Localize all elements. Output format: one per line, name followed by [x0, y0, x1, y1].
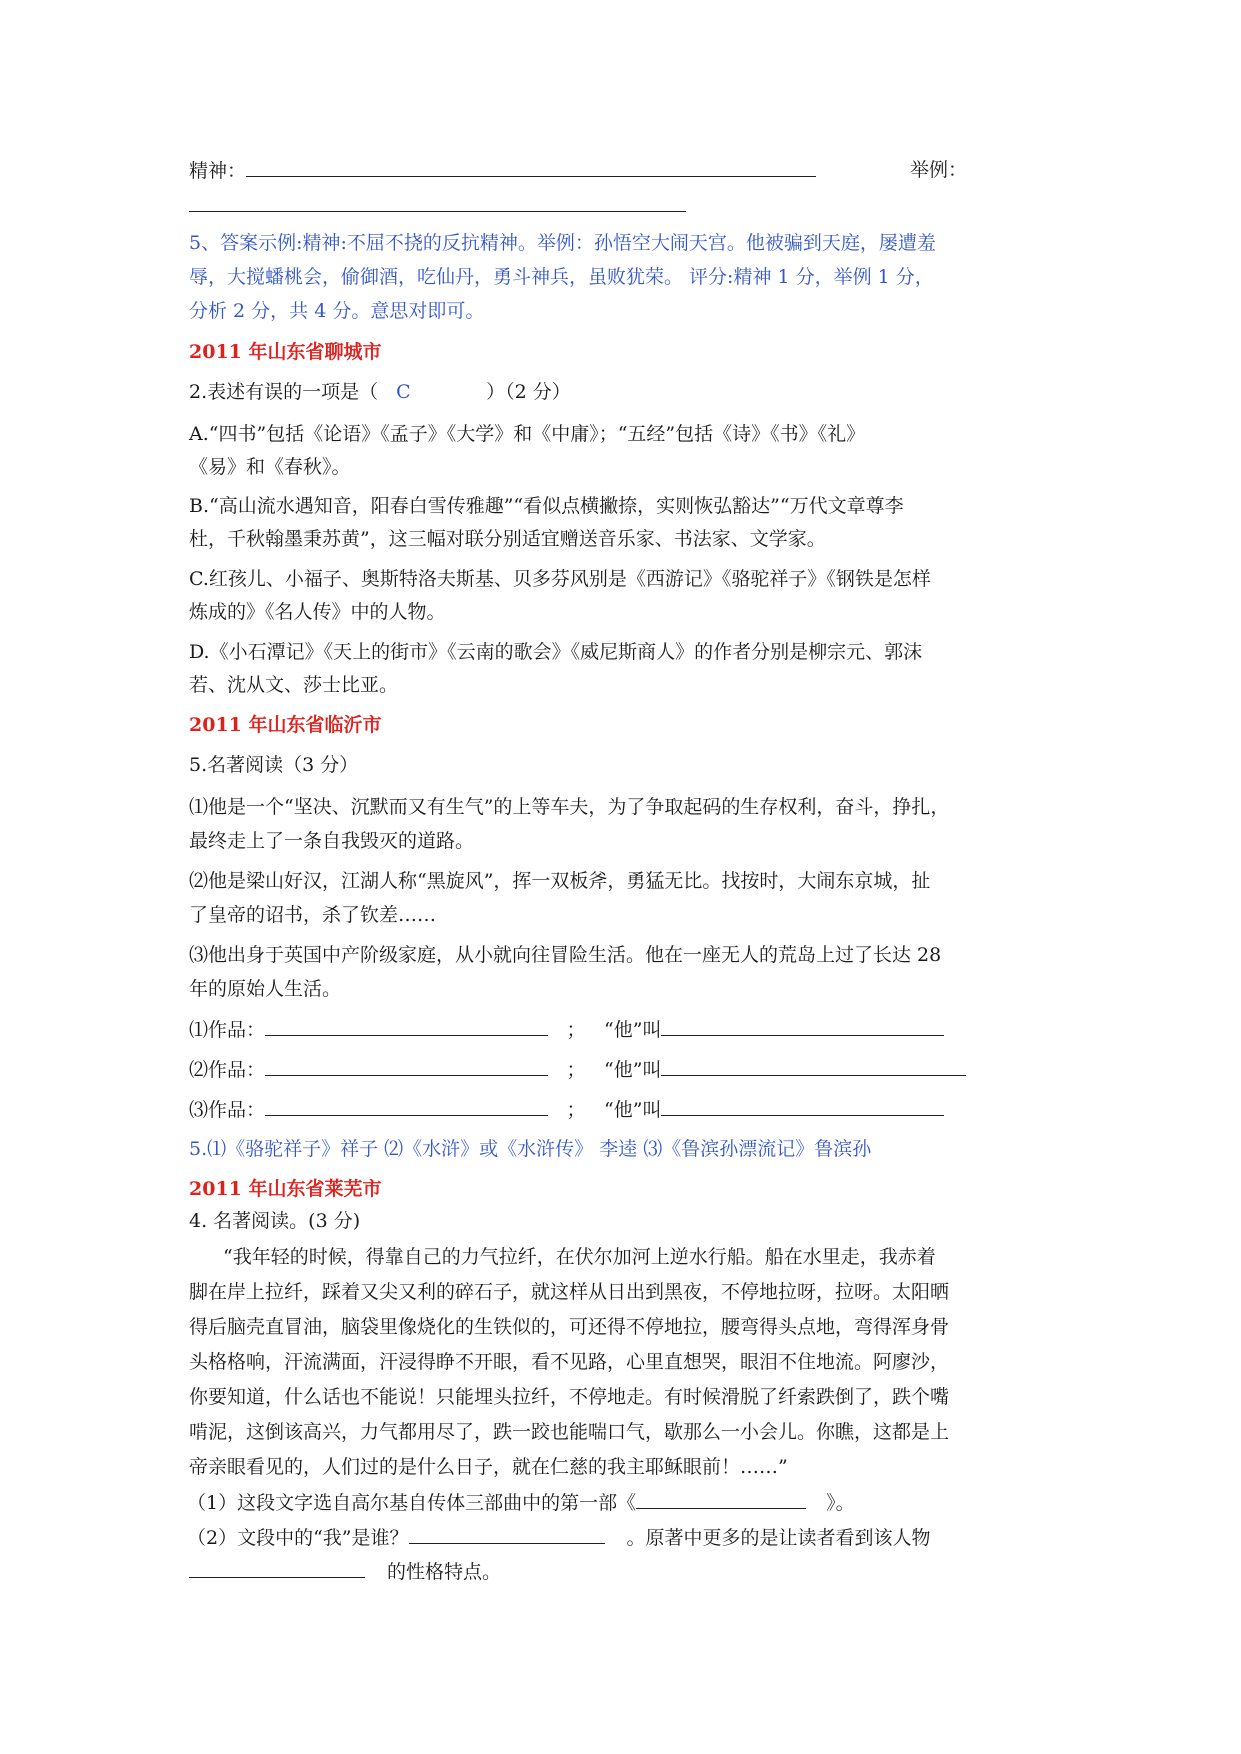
- section-heading-laiwu: 2011 年山东省莱芜市: [189, 1178, 382, 1200]
- section-heading-linyi: 2011 年山东省临沂市: [189, 714, 382, 736]
- trait-blank[interactable]: [189, 1559, 365, 1578]
- sub-question-2-cont: 的性格特点。: [189, 1559, 501, 1584]
- question-2: 2.表述有误的一项是（ C ）（2 分）: [189, 381, 571, 403]
- name-blank-2[interactable]: [661, 1057, 966, 1076]
- answer-line: 辱，大搅蟠桃会，偷御酒，吃仙丹，勇斗神兵，虽败犹荣。 评分:精神 1 分，举例 1 分，: [189, 266, 934, 288]
- work-blank-2[interactable]: [265, 1057, 548, 1076]
- passage-line: 你要知道，什么话也不能说！只能埋头拉纤，不停地走。有时候滑脱了纤索跌倒了，跌个嘴: [189, 1386, 950, 1408]
- option-b-line2: 杜，千秋翰墨秉苏黄”，这三幅对联分别适宜赠送音乐家、书法家、文学家。: [189, 528, 826, 550]
- sub-question-2: （2）文段中的“我”是谁？ 。原著中更多的是让读者看到该人物: [187, 1527, 931, 1549]
- linyi-answer: 5.⑴《骆驼祥子》祥子 ⑵《水浒》或《水浒传》 李逵 ⑶《鲁滨孙漂流记》鲁滨孙: [189, 1138, 872, 1160]
- work-blank-3[interactable]: [265, 1097, 548, 1116]
- option-c-line2: 炼成的》《名人传》中的人物。: [189, 601, 446, 623]
- passage-line: 脚在岸上拉纤，踩着又尖又利的碎石子，就这样从日出到黑夜，不停地拉呀，拉呀。太阳晒: [189, 1281, 950, 1303]
- clue-1-line1: ⑴他是一个“坚决、沉默而又有生气”的上等车夫，为了争取起码的生存权利，奋斗，挣扎，: [189, 796, 950, 818]
- passage-line: 帝亲眼看见的，人们过的是什么日子，就在仁慈的我主耶稣眼前！……”: [189, 1456, 788, 1478]
- book-title-blank[interactable]: [636, 1490, 806, 1509]
- spirit-row: [189, 158, 816, 183]
- work-blank-1[interactable]: [265, 1017, 548, 1036]
- passage-line: “我年轻的时候，得靠自己的力气拉纤，在伏尔加河上逆水行船。船在水里走，我赤着: [223, 1246, 936, 1268]
- option-b-line1: B.“高山流水遇知音，阳春白雪传雅趣”“看似点横撇捺，实则恢弘豁达”“万代文章尊李: [189, 495, 904, 517]
- question-5-title: 5.名著阅读（3 分）: [189, 754, 359, 776]
- clue-2-line2: 了皇帝的诏书，杀了钦差……: [189, 904, 437, 926]
- option-d-line1: D.《小石潭记》《天上的街市》《云南的歌会》《威尼斯商人》的作者分别是柳宗元、郭沫: [189, 641, 923, 663]
- passage-line: 头格格响，汗流满面，汗浸得睁不开眼，看不见路，心里直想哭，眼泪不住地流。阿廖沙，: [189, 1351, 950, 1373]
- clue-3-line1: ⑶他出身于英国中产阶级家庭，从小就向往冒险生活。他在一座无人的荒岛上过了长达 28: [189, 944, 942, 966]
- example-blank[interactable]: [189, 211, 686, 212]
- answer-choice: C: [396, 381, 411, 403]
- clue-2-line1: ⑵他是梁山好汉，江湖人称“黑旋风”，挥一双板斧，勇猛无比。找按时，大闹东京城，扯: [189, 870, 931, 892]
- question-4-title: 4. 名著阅读。(3 分): [189, 1210, 361, 1232]
- option-a-line1: A.“四书”包括《论语》《孟子》《大学》和《中庸》；“五经”包括《诗》《书》《礼》: [189, 423, 866, 445]
- fill-row-2: ⑵作品： ； “他”叫: [189, 1057, 966, 1082]
- name-blank-3[interactable]: [661, 1097, 944, 1116]
- answer-line: 5、答案示例:精神:不屈不挠的反抗精神。举例：孙悟空大闹天宫。他被骗到天庭，屡遭羞: [189, 232, 936, 254]
- clue-3-line2: 年的原始人生活。: [189, 978, 342, 1000]
- name-blank-1[interactable]: [661, 1017, 944, 1036]
- passage-line: 得后脑壳直冒油，脑袋里像烧化的生铁似的，可还得不停地拉，腰弯得头点地，弯得浑身骨: [189, 1316, 950, 1338]
- section-heading-liaocheng: 2011 年山东省聊城市: [189, 341, 382, 363]
- option-a-line2: 《易》和《春秋》。: [189, 456, 351, 478]
- option-d-line2: 若、沈从文、莎士比亚。: [189, 674, 399, 696]
- spirit-blank[interactable]: [246, 158, 816, 177]
- spirit-label: 精神：: [189, 160, 247, 182]
- clue-1-line2: 最终走上了一条自我毁灭的道路。: [189, 830, 475, 852]
- passage-line: 啃泥，这倒该高兴，力气都用尽了，跌一跤也能喘口气，歇那么一小会儿。你瞧，这都是上: [189, 1421, 950, 1443]
- fill-row-1: ⑴作品： ； “他”叫: [189, 1017, 944, 1042]
- example-label: 举例：: [910, 159, 968, 181]
- option-c-line1: C.红孩儿、小福子、奥斯特洛夫斯基、贝多芬风别是《西游记》《骆驼祥子》《钢铁是怎样: [189, 568, 931, 590]
- answer-line: 分析 2 分，共 4 分。意思对即可。: [189, 300, 485, 322]
- narrator-blank[interactable]: [409, 1525, 605, 1544]
- sub-question-1: （1）这段文字选自高尔基自传体三部曲中的第一部《 》。: [187, 1492, 855, 1514]
- fill-row-3: ⑶作品： ； “他”叫: [189, 1097, 944, 1122]
